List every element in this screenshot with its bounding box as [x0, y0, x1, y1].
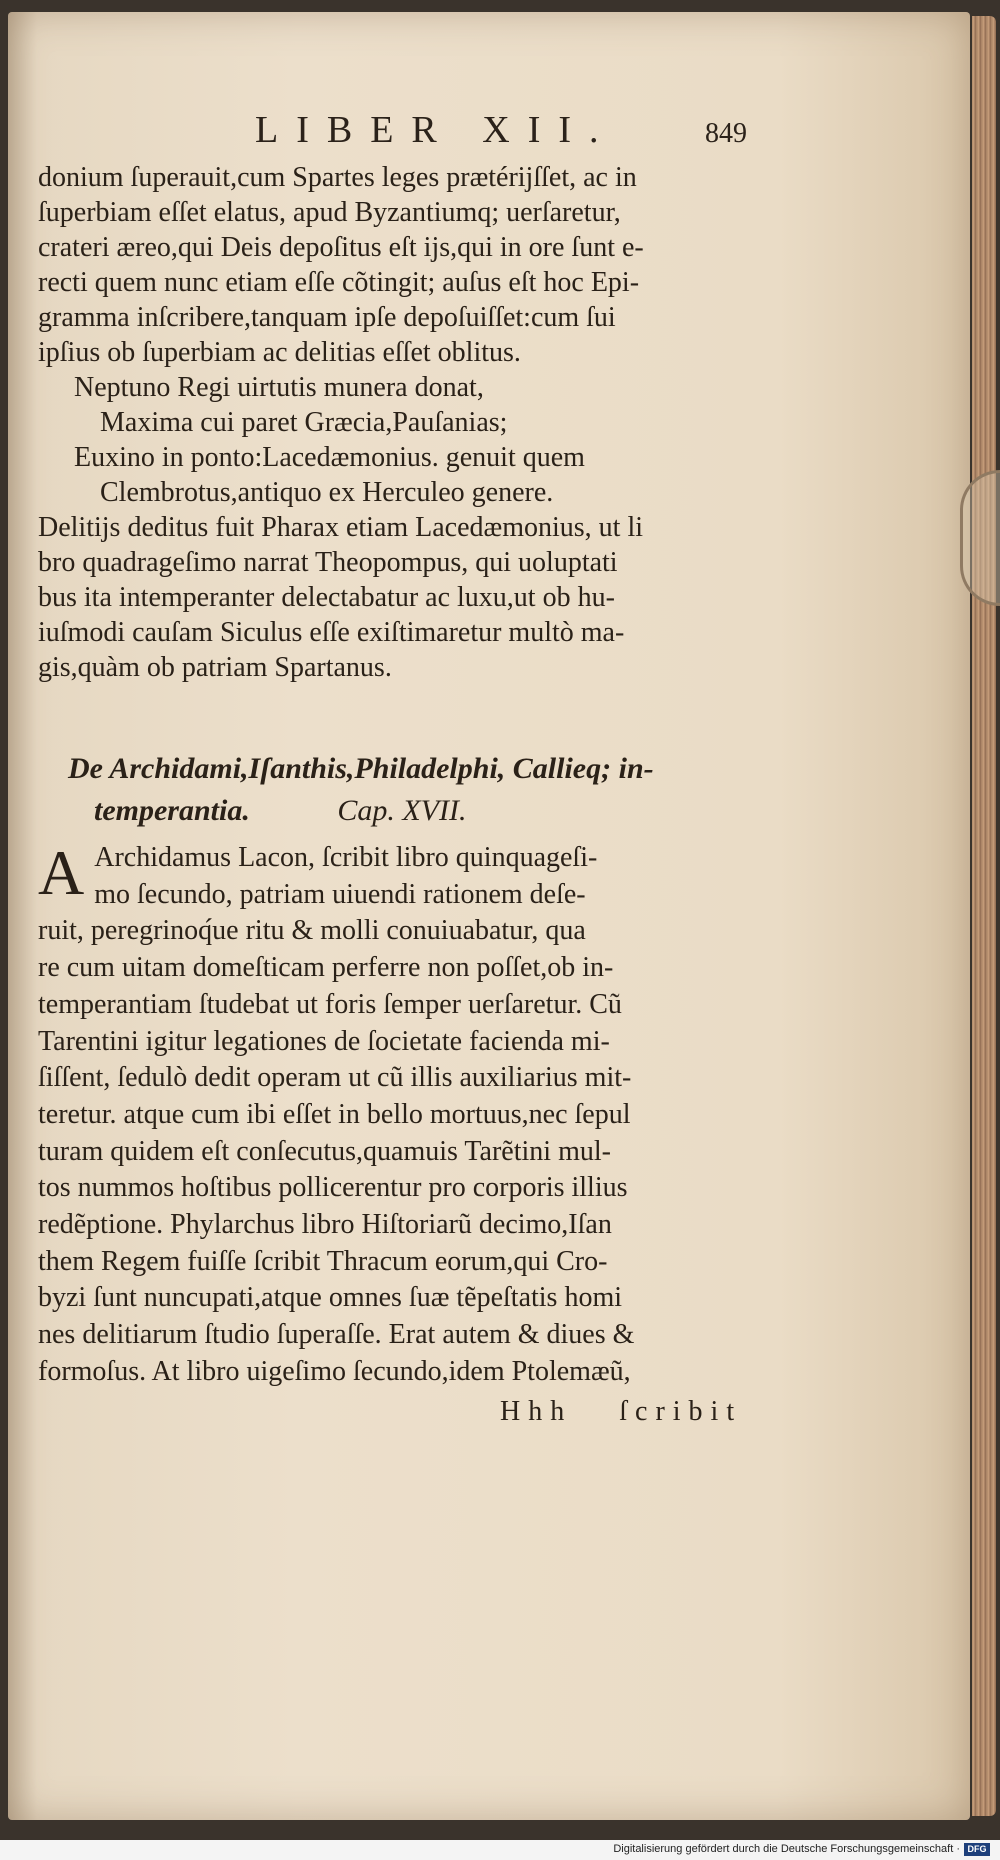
text-line: gis,quàm ob patriam Spartanus.: [38, 652, 392, 683]
text-line: bro quadrageſimo narrat Theopompus, qui uoluptati: [38, 547, 618, 578]
drop-cap: A: [38, 837, 85, 908]
text-line: gramma inſcribere,tanquam ipſe depoſuiſſet:cum ſui: [38, 302, 616, 333]
page-edges: [972, 16, 996, 1816]
text-line: donium ſuperauit,cum Spartes leges prætérijſſet, ac in: [38, 162, 637, 193]
chapter-title-line-1: De Archidami,Iſanthis,Philadelphi, Callieq; in-: [68, 752, 654, 785]
text-line: ſuperbiam eſſet elatus, apud Byzantiumq; uerſaretur,: [38, 197, 621, 228]
chapter-heading: [68, 748, 768, 832]
dfg-logo: DFG: [964, 1843, 990, 1856]
text-line: teretur. atque cum ibi eſſet in bello mortuus,nec ſepul: [38, 1098, 631, 1130]
text-line: nes delitiarum ſtudio ſuperaſſe. Erat autem & diues &: [38, 1319, 635, 1351]
text-line: redẽptione. Phylarchus libro Hiſtoriarũ decimo,Iſan: [38, 1209, 612, 1241]
text-line: ſiſſent, ſedulò dedit operam ut cũ illis auxiliarius mit-: [38, 1062, 632, 1094]
catchword: ſcribit: [619, 1396, 743, 1427]
text-line: them Regem fuiſſe ſcribit Thracum eorum,qui Cro-: [38, 1245, 608, 1277]
digitization-credit: Digitalisierung gefördert durch die Deutsche Forschungsgemeinschaft ·: [613, 1843, 960, 1855]
text-line: iuſmodi cauſam Siculus eſſe exiſtimaretur multò ma-: [38, 617, 625, 648]
text-line: Delitijs deditus fuit Pharax etiam Lacedæmonius, ut li: [38, 512, 644, 543]
verse-line: Maxima cui paret Græcia,Pauſanias;: [100, 407, 508, 438]
verse-line: Neptuno Regi uirtutis munera donat,: [74, 372, 484, 403]
chapter-title-line-2: [68, 790, 768, 832]
text-line: Tarentini igitur legationes de ſocietate facienda mi-: [38, 1025, 610, 1057]
text-line: re cum uitam domeſticam perferre non poſſet,ob in-: [38, 952, 614, 984]
chapter-number: Cap. XVII.: [337, 794, 467, 827]
text-line: Archidamus Lacon, ſcribit libro quinquageſi-: [94, 842, 598, 873]
clip-mark: [960, 470, 1000, 606]
text-line: tos nummos hoſtibus pollicerentur pro corporis illius: [38, 1172, 628, 1204]
signature-mark: Hhh: [500, 1396, 573, 1427]
text-line: recti quem nunc etiam eſſe cõtingit; auſus eſt hoc Epi-: [38, 267, 640, 298]
running-header: [255, 108, 775, 152]
running-title: LIBER XII.: [255, 109, 617, 151]
verse-line: Clembrotus,antiquo ex Herculeo genere.: [100, 477, 554, 508]
text-line: temperantiam ſtudebat ut foris ſemper uerſaretur. Cũ: [38, 988, 622, 1020]
text-line: formoſus. At libro uigeſimo ſecundo,idem Ptolemæũ,: [38, 1355, 631, 1387]
text-line: ipſius ob ſuperbiam ac delitias eſſet oblitus.: [38, 337, 521, 368]
text-line: byzi ſunt nuncupati,atque omnes ſuæ tẽpeſtatis homi: [38, 1282, 623, 1314]
folio-number: 849: [705, 118, 747, 149]
text-line: ruit, peregrinoq́ue ritu & molli conuiuabatur, qua: [38, 915, 586, 947]
section-2-text: [38, 837, 758, 1391]
catchword-line: [500, 1396, 782, 1428]
chapter-title-end: temperantia.: [94, 794, 250, 827]
verse-line: Euxino in ponto:Lacedæmonius. genuit quem: [74, 442, 585, 473]
section-1-text: [38, 160, 758, 685]
text-line: mo ſecundo, patriam uiuendi rationem deſe-: [94, 878, 586, 910]
text-line: turam quidem eſt conſecutus,quamuis Tarẽtini mul-: [38, 1135, 611, 1167]
text-line: crateri æreo,qui Deis depoſitus eſt ijs,qui in ore ſunt e-: [38, 232, 644, 263]
text-line: bus ita intemperanter delectabatur ac luxu,ut ob hu-: [38, 582, 615, 613]
